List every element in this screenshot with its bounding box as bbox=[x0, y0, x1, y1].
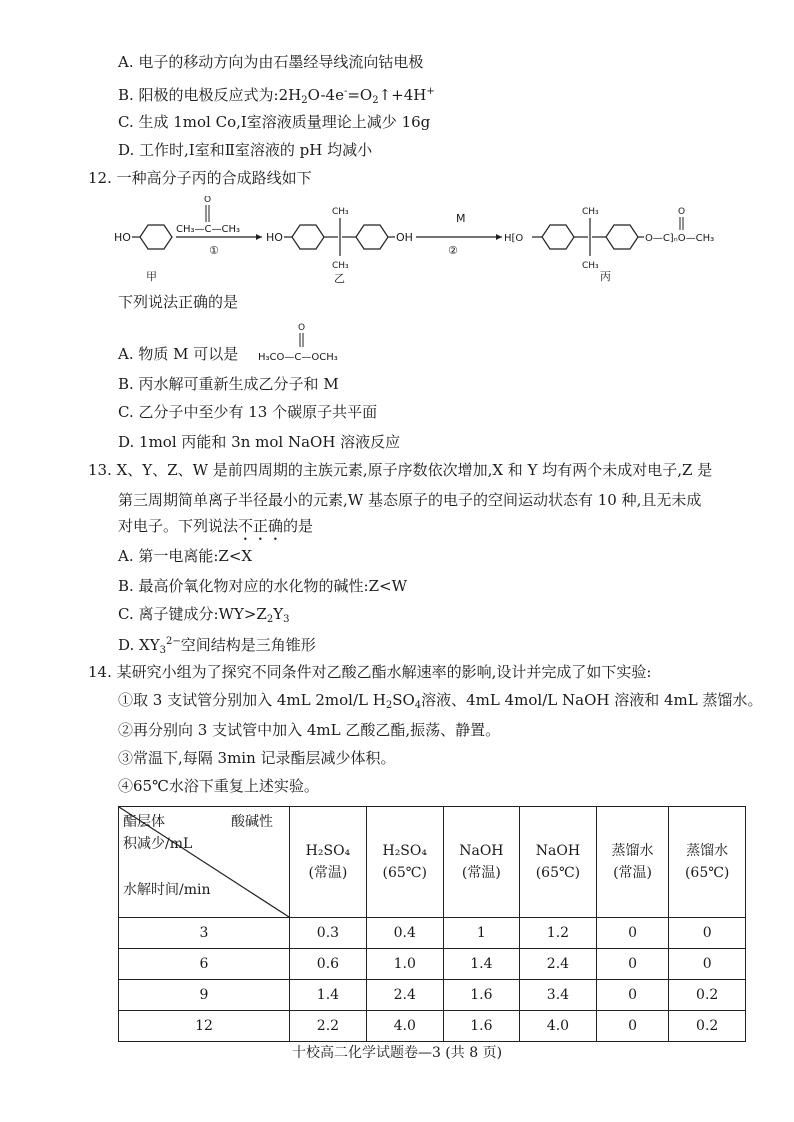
label-bing: 丙 bbox=[600, 270, 611, 283]
corner-label-volume-1: 酯层体 bbox=[123, 814, 165, 830]
q11-option-a: A. 电子的移动方向为由石墨经导线流向钴电极 bbox=[118, 53, 424, 71]
q12-option-b: B. 丙水解可重新生成乙分子和 M bbox=[118, 375, 339, 393]
label-yi: 乙 bbox=[334, 272, 345, 285]
table-cell-time: 12 bbox=[119, 1011, 290, 1042]
dimethyl-carbonate-formula bbox=[258, 320, 368, 364]
table-cell: 1.2 bbox=[520, 918, 597, 949]
bing-ch3-top: CH₃ bbox=[582, 207, 599, 217]
q13-option-c: C. 离子键成分$:WY>Z_2Y_3$ bbox=[118, 605, 290, 625]
table-cell: 1.6 bbox=[443, 1011, 519, 1042]
q14-step-1: ①取 3 支试管分别加入 4mL 2mol/L $H_2SO_4$溶液、4mL 4mol/L NaOH 溶液和 4mL 蒸馏水。 bbox=[118, 691, 763, 711]
col-header-water-rt: 蒸馏水 (常温) bbox=[596, 807, 669, 918]
q14-step-3: ③常温下,每隔 3min 记录酯层减少体积。 bbox=[118, 749, 396, 767]
table-cell: 2.4 bbox=[520, 949, 597, 980]
table-cell: 1.6 bbox=[443, 980, 519, 1011]
q14-step-2: ②再分别向 3 支试管中加入 4mL 乙酸乙酯,振荡、静置。 bbox=[118, 721, 501, 739]
col-header-water-65: 蒸馏水 (65℃) bbox=[669, 807, 746, 918]
benzene-ring-bing-2 bbox=[606, 225, 638, 249]
table-header-row bbox=[119, 807, 746, 918]
acetone-o: O bbox=[204, 196, 212, 205]
col-header-h2so4-65: H₂SO₄ (65℃) bbox=[366, 807, 443, 918]
table-cell: 1 bbox=[443, 918, 519, 949]
table-cell-time: 3 bbox=[119, 918, 290, 949]
q13-stem-line1: 13. X、Y、Z、W 是前四周期的主族元素,原子序数依次增加,X 和 Y 均有两个未成对电子,Z 是 bbox=[88, 461, 713, 479]
table-cell: 0 bbox=[596, 949, 669, 980]
q13-stem-line3: 对电子。下列说法不正确的是 bbox=[118, 517, 314, 535]
table-cell: 0 bbox=[596, 980, 669, 1011]
page-footer: 十校高二化学试题卷—3 (共 8 页) bbox=[291, 1045, 503, 1061]
benzene-ring-yi-2 bbox=[356, 225, 388, 249]
table-cell: 0.6 bbox=[290, 949, 367, 980]
table-cell: 1.0 bbox=[366, 949, 443, 980]
table-cell: 1.4 bbox=[290, 980, 367, 1011]
table-row bbox=[119, 1011, 746, 1042]
label-jia: 甲 bbox=[146, 270, 157, 283]
q12-option-a: A. 物质 M 可以是 bbox=[118, 345, 239, 363]
q13-option-a: A. 第一电离能:Z<X bbox=[118, 547, 253, 565]
corner-label-volume-2: 积减少/mL bbox=[123, 836, 193, 852]
table-row bbox=[119, 949, 746, 980]
col-header-naoh-65: NaOH (65℃) bbox=[520, 807, 597, 918]
corner-label-time: 水解时间/min bbox=[123, 882, 211, 898]
yi-ch3-top: CH₃ bbox=[332, 207, 349, 217]
yi-oh: OH bbox=[396, 231, 413, 244]
synthesis-route-diagram bbox=[110, 196, 770, 292]
reagent-m: M bbox=[456, 212, 466, 225]
table-cell: 0 bbox=[596, 918, 669, 949]
q12-question: 下列说法正确的是 bbox=[118, 293, 239, 311]
table-cell: 4.0 bbox=[520, 1011, 597, 1042]
reagent-acetone: CH₃—C—CH₃ bbox=[176, 224, 241, 235]
jia-ho: HO bbox=[114, 231, 131, 244]
benzene-ring-yi-1 bbox=[292, 225, 324, 249]
table-cell: 1.4 bbox=[443, 949, 519, 980]
dmc-text: H₃CO—C—OCH₃ bbox=[258, 352, 338, 363]
table-cell: 0 bbox=[669, 949, 746, 980]
table-cell-time: 9 bbox=[119, 980, 290, 1011]
carbonyl-o: O bbox=[678, 207, 686, 217]
experiment-table bbox=[118, 806, 746, 1042]
table-cell: 2.2 bbox=[290, 1011, 367, 1042]
table-corner-cell bbox=[119, 807, 290, 918]
q13-option-b: B. 最高价氧化物对应的水化物的碱性:Z<W bbox=[118, 577, 408, 595]
q12-stem: 12. 一种高分子丙的合成路线如下 bbox=[88, 169, 312, 187]
q12-option-c: C. 乙分子中至少有 13 个碳原子共平面 bbox=[118, 403, 378, 421]
dmc-o: O bbox=[298, 323, 306, 333]
bing-left: H⁅O bbox=[504, 233, 524, 244]
yi-ch3-bottom: CH₃ bbox=[332, 261, 349, 271]
q13-stem-line2: 第三周期简单离子半径最小的元素,W 基态原子的电子的空间运动状态有 10 种,且无未成 bbox=[118, 491, 702, 509]
col-header-naoh-rt: NaOH (常温) bbox=[443, 807, 519, 918]
table-cell: 4.0 bbox=[366, 1011, 443, 1042]
corner-label-acidity: 酸碱性 bbox=[231, 814, 273, 830]
table-cell: 0 bbox=[669, 918, 746, 949]
q11-option-c: C. 生成 1mol Co,Ⅰ室溶液质量理论上减少 16g bbox=[118, 113, 431, 131]
table-cell: 0.3 bbox=[290, 918, 367, 949]
table-cell: 0.2 bbox=[669, 1011, 746, 1042]
table-cell: 3.4 bbox=[520, 980, 597, 1011]
q14-stem: 14. 某研究小组为了探究不同条件对乙酸乙酯水解速率的影响,设计并完成了如下实验: bbox=[88, 663, 652, 681]
step-1: ① bbox=[209, 244, 219, 257]
q12-option-d: D. 1mol 丙能和 3n mol NaOH 溶液反应 bbox=[118, 433, 401, 451]
bing-right: O—C⁆ₙO—CH₃ bbox=[645, 233, 715, 244]
table-cell-time: 6 bbox=[119, 949, 290, 980]
q11-option-b: B. 阳极的电极反应式为$:2H_2O-4e^-=O_2↑+4H^+$ bbox=[118, 86, 435, 106]
bing-ch3-bottom: CH₃ bbox=[582, 261, 599, 271]
table-cell: 0.2 bbox=[669, 980, 746, 1011]
table-row bbox=[119, 918, 746, 949]
yi-ho: HO bbox=[266, 231, 283, 244]
benzene-ring-jia bbox=[140, 225, 172, 249]
step-2: ② bbox=[448, 244, 458, 257]
q11-option-d: D. 工作时,Ⅰ室和Ⅱ室溶液的 pH 均减小 bbox=[118, 141, 373, 159]
col-header-h2so4-rt: H₂SO₄ (常温) bbox=[290, 807, 367, 918]
table-cell: 0.4 bbox=[366, 918, 443, 949]
q13-option-d: D. $XY_3^{2-}$空间结构是三角锥形 bbox=[118, 636, 316, 656]
table-cell: 0 bbox=[596, 1011, 669, 1042]
table-row bbox=[119, 980, 746, 1011]
q14-step-4: ④65℃水浴下重复上述实验。 bbox=[118, 777, 319, 795]
benzene-ring-bing-1 bbox=[542, 225, 574, 249]
table-cell: 2.4 bbox=[366, 980, 443, 1011]
